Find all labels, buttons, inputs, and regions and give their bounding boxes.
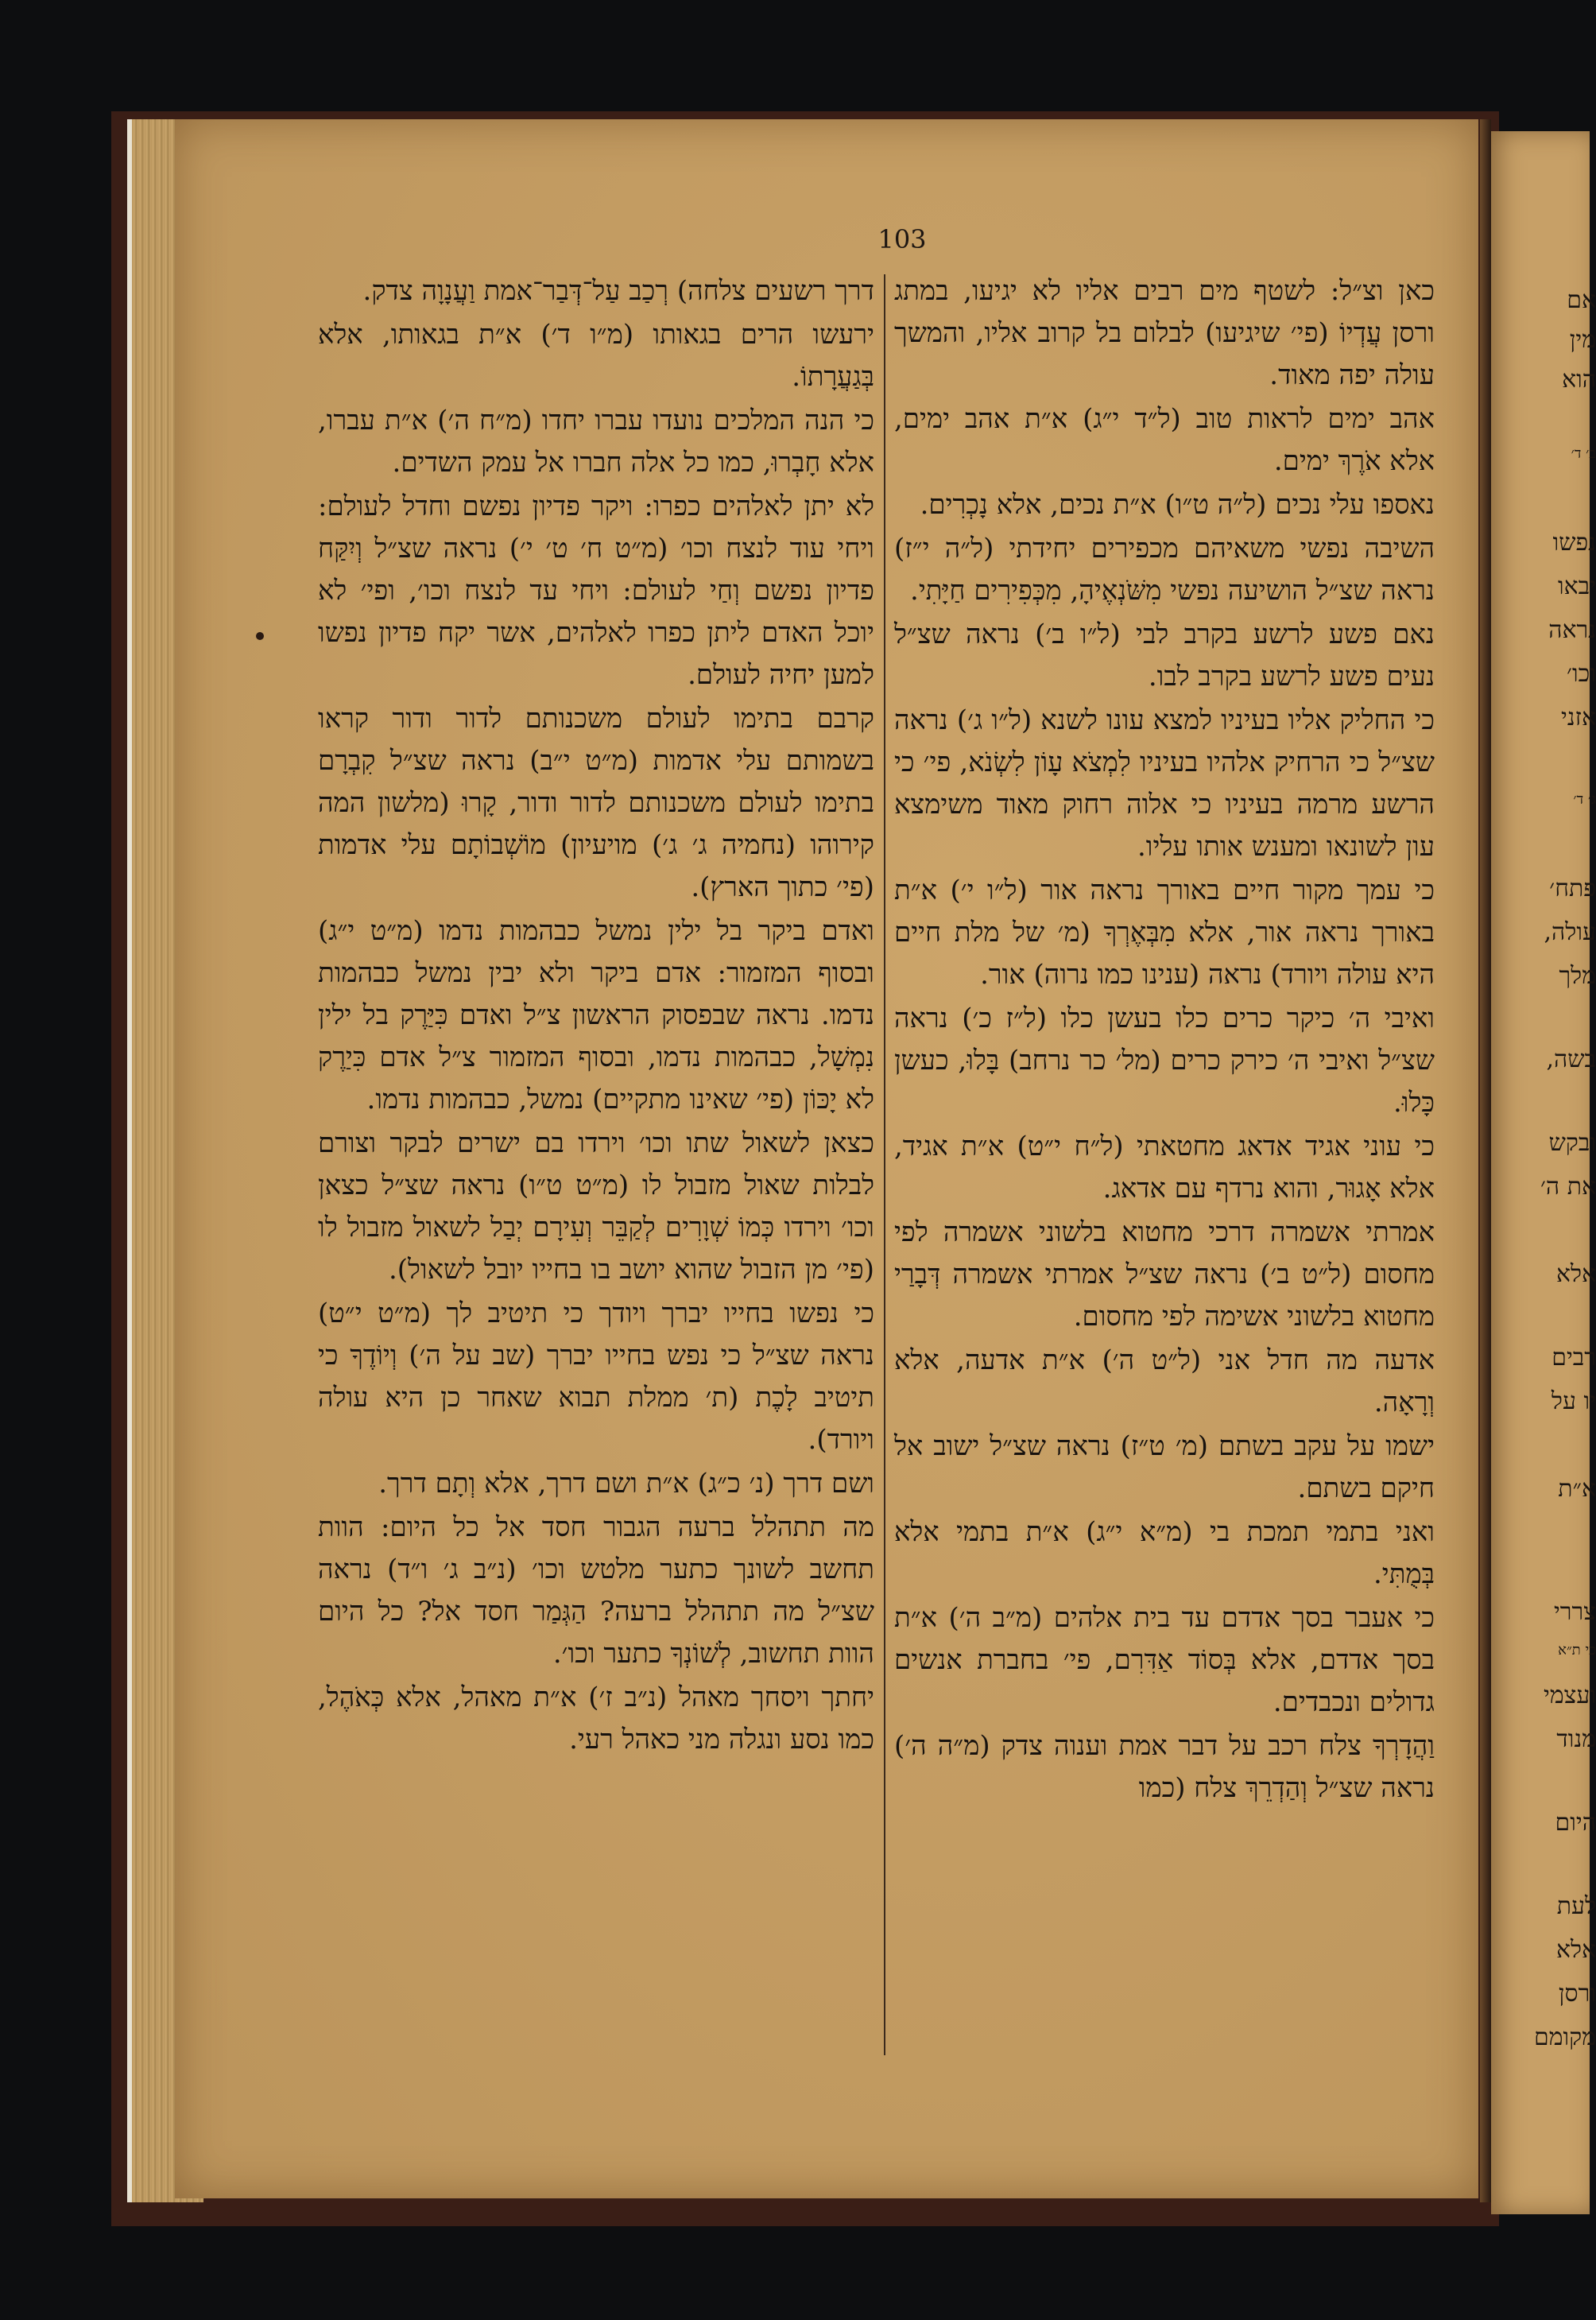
commentary-entry: נאספו עלי נכים (ל״ה ט״ו) א״ת נכים, אלא נָכְרִים.	[920, 489, 1435, 521]
next-page-fragment: מלך	[1559, 962, 1596, 990]
next-page-fragment: הוא	[1562, 366, 1596, 394]
commentary-entry: ושם דרך (נ׳ כ״ג) א״ת ושם דרך, אלא וְתָם דרך.	[378, 1468, 874, 1499]
commentary-entry: ירעשו הרים בגאותו (מ״ו ד׳) א״ת בגאותו, אלא בְּגַעֲרָתוֹ.	[318, 319, 874, 393]
commentary-entry: כי החליק אליו בעיניו למצא עונו לשנא (ל״ו ג׳) נראה שצ״ל כי הרחיק אלהיו בעיניו לִמְצֹא עָוֹן לִשְׂנֹא, פי׳ כי הרשע מרמה בעיניו כי אלוה רחוק מאוד משימצא עון לשונאו ומענש אותו עליו.	[894, 704, 1435, 863]
next-page-fragment: היום	[1555, 1809, 1596, 1837]
column-divider	[884, 274, 885, 2055]
next-page-fragment: אזני	[1561, 704, 1596, 731]
next-page-fragment: נפשו	[1552, 529, 1596, 557]
next-page-fragment: בשה,	[1546, 1046, 1596, 1073]
next-page-fragment: נראה	[1548, 616, 1596, 644]
next-page-fragment: אלא	[1555, 1260, 1596, 1288]
next-page-fragment: אלא	[1555, 1936, 1596, 1964]
commentary-entry: אהב ימים לראות טוב (ל״ד י״ג) א״ת אהב ימים, אלא אֹרֶךְ ימים.	[894, 403, 1435, 477]
commentary-entry: אמרתי אשמרה דרכי מחטוא בלשוני אשמרה לפי מחסום (ל״ט ב׳) נראה שצ״ל אמרתי אשמרה דְּבָרַי מחטוא בלשוני אשימה לפי מחסום.	[894, 1216, 1435, 1333]
commentary-entry: כאן וצ״ל: לשטף מים רבים אליו לא יגיעו, במתג ורסן עֲדְיוֹ (פי׳ שיגיעו) לבלום בל קרוב אליו, והמשך עולה יפה מאוד.	[894, 275, 1435, 391]
next-page-edge	[1491, 131, 1596, 2214]
book-gutter	[1480, 119, 1491, 2202]
next-page-fragment: עולה,	[1544, 918, 1596, 946]
next-page-fragment: א״ת	[1558, 1475, 1596, 1503]
next-page-fragment: ג׳ ד׳	[1573, 791, 1596, 808]
commentary-entry: לא יתן לאלהים כפרו: ויקר פדיון נפשם וחדל לעולם: ויחי עוד לנצח וכו׳ (מ״ט ח׳ ט׳ י׳) נראה שצ״ל וְיִקַּח פדיון נפשם וְחַי לעולם: ויחי עד לנצח וכו׳, ופי׳ לא יוכל האדם ליתן כפרו לאלהים, אשר יקח פדיון נפשו למען יחיה לעולם.	[318, 491, 874, 691]
next-page-fragment: את ה׳	[1540, 1173, 1596, 1201]
commentary-entry: אדעה מה חדל אני (ל״ט ה׳) א״ת אדעה, אלא וְרָאָה.	[894, 1344, 1435, 1418]
next-page-fragment: לעת	[1556, 1892, 1596, 1920]
right-text-column	[894, 270, 1435, 2067]
next-page-fragment: ועצמי	[1543, 1682, 1596, 1709]
next-page-fragment: אם	[1567, 286, 1596, 314]
page-number: 103	[877, 224, 927, 254]
commentary-entry: ואני בתמי תמכת בי (מ״א י״ג) א״ת בתמי אלא בְּמֻתִּי.	[894, 1516, 1435, 1590]
next-page-fragment: רבים	[1551, 1344, 1596, 1371]
ink-spot	[256, 632, 264, 640]
next-page-fragment: יו על	[1551, 1387, 1596, 1415]
next-page-fragment: פתח׳	[1549, 875, 1596, 902]
commentary-entry: ישמו על עקב בשתם (מ׳ ט״ז) נראה שצ״ל ישוב אל חיקם בשתם.	[894, 1430, 1435, 1504]
next-page-fragment: מנוד	[1556, 1725, 1596, 1753]
commentary-entry: כי אעבר בסך אדדם עד בית אלהים (מ״ב ה׳) א״ת בסך אדדם, אלא בְּסוֹד אַדִּרִם, פי׳ בחברת אנשים גדולים ונכבדים.	[894, 1602, 1435, 1718]
commentary-entry: כצאן לשאול שתו וכו׳ וירדו בם ישרים לבקר וצורם לבלות שאול מזבול לו (מ״ט ט״ו) נראה שצ״ל כצאן וכו׳ וירדו כְּמוֹ שְׁוָרִים לְקַבֵּר וְעִירָם יְבַל לשאול מזבול לו (פי׳ מן הזבול שהוא יושב בו בחייו יובל לשאול).	[318, 1127, 874, 1286]
left-text-column	[318, 270, 874, 2067]
next-page-fragment: ב׳ ד׳	[1571, 445, 1596, 462]
commentary-entry: ואיבי ה׳ כיקר כרים כלו בעשן כלו (ל״ז כ׳) נראה שצ״ל ואיבי ה׳ כירק כרים (מל׳ כר נרחב) בָּלוּ, כעשן כָּלוּ.	[894, 1003, 1435, 1119]
next-page-fragment: מקומם	[1533, 2023, 1596, 2051]
commentary-entry: כי עוני אגיד אדאג מחטאתי (ל״ח י״ט) א״ת אגיד, אלא אָגוּר, והוא נרדף עם אדאג.	[894, 1131, 1435, 1205]
commentary-entry: יחתך ויסחך מאהל (נ״ב ז׳) א״ת מאהל, אלא כְּאֹהֶל, כמו נסע ונגלה מני כאהל רעי.	[318, 1682, 874, 1756]
next-page-fragment: ובקש	[1548, 1129, 1596, 1157]
commentary-entry: דרך רשעים צלחה) רְכַב עַל־דְּבַר־אמת וַעֲנָוָה צדק.	[362, 275, 874, 307]
next-page-fragment: יבאו	[1557, 572, 1596, 600]
next-page-fragment: מין	[1569, 326, 1596, 354]
next-page-fragment: כי ת״א	[1558, 1642, 1596, 1659]
commentary-entry: השיבה נפשי משאיהם מכפירים יחידתי (ל״ה י״ז) נראה שצ״ל הושיעה נפשי מִשֹּׁנְאֶיהָ, מִכְּפִירִים חַיָּתִי.	[894, 533, 1435, 607]
commentary-entry: מה תתהלל ברעה הגבור חסד אל כל היום: הוות תחשב לשונך כתער מלטש וכו׳ (נ״ב ג׳ ו״ד) נראה שצ״ל מה תתהלל ברעה? הַגְּמַר חסד אל? כל היום הוות תחשוב, לְשׁוֹנְךָ כתער וכו׳.	[318, 1511, 874, 1670]
next-page-fragment: ורסן	[1558, 1980, 1596, 2008]
next-page-fragment: וכו׳	[1567, 660, 1596, 688]
commentary-entry: וַהֲדָרְךָ צלח רכב על דבר אמת וענוה צדק (מ״ה ה׳) נראה שצ״ל וְהַדְרֵךְ צלח (כמו	[894, 1730, 1435, 1804]
commentary-entry: נאם פשע לרשע בקרב לבי (ל״ו ב׳) נראה שצ״ל נעים פשע לרשע בקרב לבו.	[894, 619, 1435, 693]
next-page-fragment: צררי	[1553, 1598, 1596, 1626]
commentary-entry: ואדם ביקר בל ילין נמשל כבהמות נדמו (מ״ט י״ג) ובסוף המזמור: אדם ביקר ולא יבין נמשל כבהמות נדמו. נראה שבפסוק הראשון צ״ל ואדם כִּיַּרֶק בל ילין נִמְשָׁל, כבהמות נדמו, ובסוף המזמור צ״ל אדם כִּיַרֶק לא יָכּוֹן (פי׳ שאינו מתקיים) נמשל, כבהמות נדמו.	[318, 915, 874, 1115]
commentary-entry: כי נפשו בחייו יברך ויודך כי תיטיב לך (מ״ט י״ט) נראה שצ״ל כי נפש בחייו יברך (שב על ה׳) וְיוֹדֶךָ כי תיטיב לָכֶת (ת׳ ממלת תבוא שאחר כן היא עולה ויורד).	[318, 1298, 874, 1456]
commentary-entry: כי הנה המלכים נועדו עברו יחדו (מ״ח ה׳) א״ת עברו, אלא חָבְרוּ, כמו כל אלה חברו אל עמק השדים.	[318, 405, 874, 479]
commentary-entry: כי עמך מקור חיים באורך נראה אור (ל״ו י׳) א״ת באורך נראה אור, אלא מִבְּאֶרְךָ (מ׳ של מלת חיים היא עולה ויורד) נראה (ענינו כמו נרוה) אור.	[894, 875, 1435, 991]
commentary-entry: קרבם בתימו לעולם משכנותם לדור ודור קראו בשמותם עלי אדמות (מ״ט י״ב) נראה שצ״ל קִבְרָם בתימו לעולם משכנותם לדור ודור, קָרוּ (מלשון המה קירוהו (נחמיה ג׳ ג׳) מויעיון) מוֹשְׁבוֹתָם עלי אדמות (פי׳ כתוך הארץ).	[318, 703, 874, 903]
